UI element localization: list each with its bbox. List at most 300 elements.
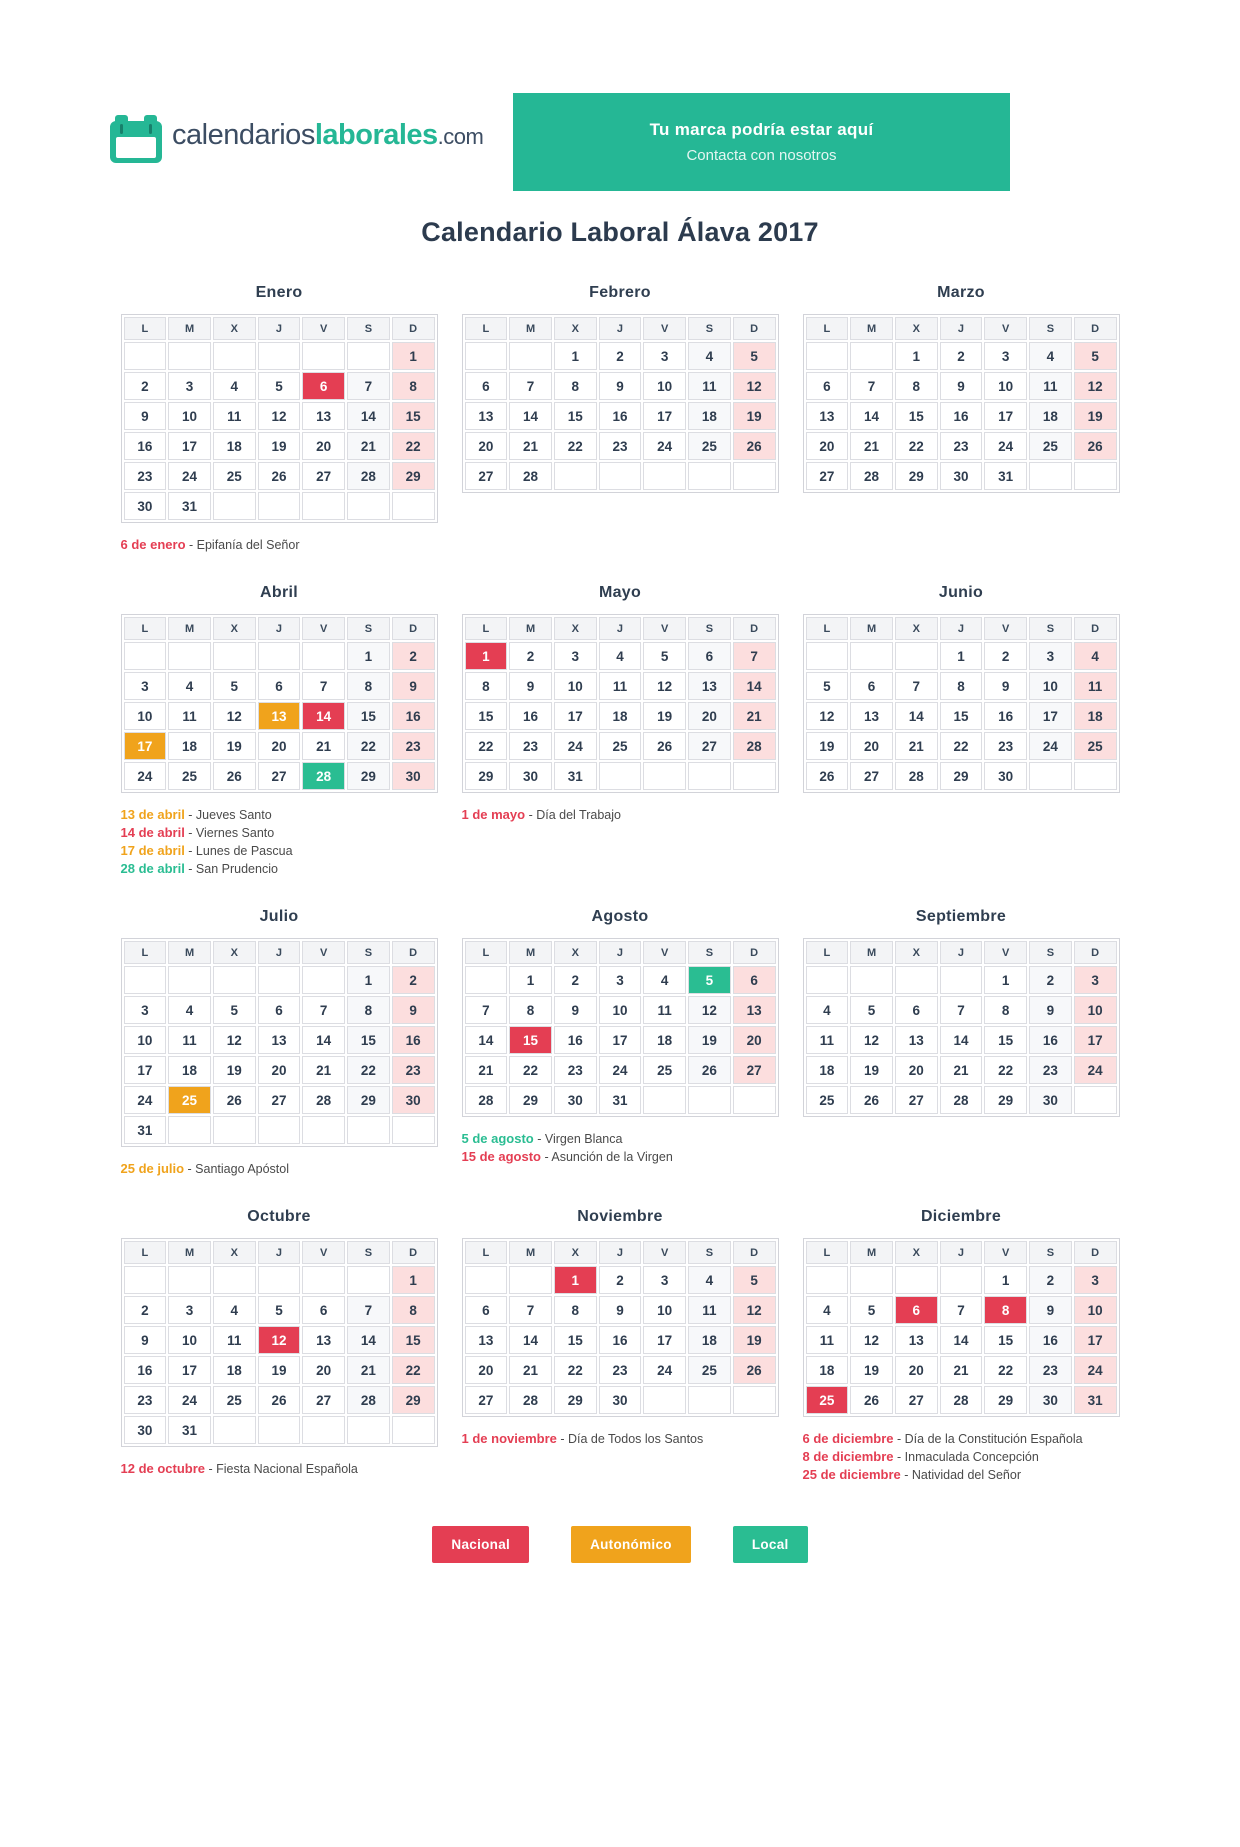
day-cell: 21 [347, 432, 390, 460]
month-title: Febrero [589, 284, 651, 301]
holiday-annotation [462, 1430, 779, 1448]
day-cell: 19 [688, 1026, 731, 1054]
week-row [465, 1326, 776, 1354]
weekday-header-cell: V [302, 941, 345, 964]
week-row [124, 642, 435, 670]
day-cell: 25 [688, 1356, 731, 1384]
day-cell: 2 [1029, 1266, 1072, 1294]
weekday-header-cell: J [599, 317, 642, 340]
week-row [465, 1266, 776, 1294]
day-cell: 20 [465, 432, 508, 460]
day-cell: 4 [213, 372, 256, 400]
weekday-header-cell: V [984, 1241, 1027, 1264]
empty-day-cell [733, 462, 776, 490]
day-cell: 23 [392, 1056, 435, 1084]
month-block [803, 1208, 1120, 1484]
weekday-header-cell: M [168, 1241, 211, 1264]
empty-day-cell [124, 1266, 167, 1294]
legend-button-regional[interactable]: Autonómico [571, 1526, 691, 1563]
empty-day-cell [643, 1086, 686, 1114]
weekday-header-cell: L [806, 941, 849, 964]
month-title: Septiembre [915, 908, 1007, 925]
empty-day-cell [940, 966, 983, 994]
day-cell: 18 [1074, 702, 1117, 730]
day-cell: 7 [302, 996, 345, 1024]
day-cell: 28 [895, 762, 938, 790]
week-row [465, 402, 776, 430]
day-cell: 29 [347, 762, 390, 790]
day-cell: 5 [213, 672, 256, 700]
month-title: Octubre [247, 1208, 311, 1225]
day-cell: 22 [392, 432, 435, 460]
day-cell: 5 [643, 642, 686, 670]
weekday-header-cell: J [258, 617, 301, 640]
empty-day-cell [213, 492, 256, 520]
day-cell: 21 [940, 1356, 983, 1384]
week-row [465, 1086, 776, 1114]
day-cell: 6 [895, 1296, 938, 1324]
week-row [124, 762, 435, 790]
day-cell: 10 [1074, 996, 1117, 1024]
empty-day-cell [599, 462, 642, 490]
week-row [124, 492, 435, 520]
day-cell: 27 [465, 462, 508, 490]
weekday-header-cell: V [302, 617, 345, 640]
day-cell: 23 [599, 432, 642, 460]
day-cell: 4 [1029, 342, 1072, 370]
holiday-name-label: - Santiago Apóstol [184, 1162, 290, 1176]
weekday-header-cell: V [643, 941, 686, 964]
day-cell: 27 [465, 1386, 508, 1414]
day-cell: 11 [599, 672, 642, 700]
day-cell: 25 [213, 1386, 256, 1414]
empty-day-cell [213, 1416, 256, 1444]
day-cell: 15 [392, 1326, 435, 1354]
day-cell: 5 [1074, 342, 1117, 370]
day-cell: 23 [599, 1356, 642, 1384]
day-cell: 7 [347, 372, 390, 400]
holiday-date-label: 28 de abril [120, 861, 185, 876]
week-row [465, 732, 776, 760]
weekday-header-cell: D [392, 617, 435, 640]
day-cell: 25 [168, 1086, 211, 1114]
day-cell: 7 [940, 1296, 983, 1324]
weekday-header-cell: J [599, 1241, 642, 1264]
day-cell: 13 [258, 1026, 301, 1054]
day-cell: 24 [554, 732, 597, 760]
day-cell: 25 [1029, 432, 1072, 460]
weekday-header-cell: D [1074, 617, 1117, 640]
week-row [465, 672, 776, 700]
day-cell: 29 [940, 762, 983, 790]
day-cell: 29 [895, 462, 938, 490]
empty-day-cell [347, 1416, 390, 1444]
month-title: Noviembre [577, 1208, 663, 1225]
ad-banner-headline: Tu marca podría estar aquí [649, 120, 874, 139]
empty-day-cell [213, 1116, 256, 1144]
weekday-header-cell: V [984, 941, 1027, 964]
day-cell: 2 [554, 966, 597, 994]
day-cell: 6 [465, 372, 508, 400]
day-cell: 16 [509, 702, 552, 730]
day-cell: 13 [302, 402, 345, 430]
empty-day-cell [302, 642, 345, 670]
day-cell: 31 [168, 1416, 211, 1444]
day-cell: 1 [509, 966, 552, 994]
day-cell: 8 [465, 672, 508, 700]
day-cell: 21 [302, 1056, 345, 1084]
day-cell: 16 [1029, 1026, 1072, 1054]
day-cell: 26 [733, 1356, 776, 1384]
week-row [465, 762, 776, 790]
week-row [806, 1356, 1117, 1384]
day-cell: 24 [1029, 732, 1072, 760]
day-cell: 14 [302, 1026, 345, 1054]
empty-day-cell [850, 342, 893, 370]
empty-day-cell [302, 342, 345, 370]
empty-day-cell [806, 1266, 849, 1294]
day-cell: 26 [213, 1086, 256, 1114]
day-cell: 1 [895, 342, 938, 370]
day-cell: 8 [392, 1296, 435, 1324]
weekday-header-cell: L [806, 1241, 849, 1264]
day-cell: 11 [806, 1026, 849, 1054]
day-cell: 18 [168, 732, 211, 760]
day-cell: 7 [940, 996, 983, 1024]
day-cell: 17 [599, 1026, 642, 1054]
week-row [806, 996, 1117, 1024]
weekday-header-cell: D [1074, 1241, 1117, 1264]
day-cell: 8 [940, 672, 983, 700]
day-cell: 22 [554, 432, 597, 460]
site-logo[interactable] [110, 107, 483, 163]
month-table [121, 938, 438, 1147]
day-cell: 8 [895, 372, 938, 400]
weekday-header-cell: L [465, 317, 508, 340]
week-row [465, 1296, 776, 1324]
holiday-name-label: - Lunes de Pascua [184, 844, 293, 858]
week-row [124, 1056, 435, 1084]
day-cell: 5 [213, 996, 256, 1024]
day-cell: 15 [895, 402, 938, 430]
day-cell: 28 [733, 732, 776, 760]
weekday-header-cell: X [554, 1241, 597, 1264]
day-cell: 15 [347, 1026, 390, 1054]
empty-day-cell [213, 342, 256, 370]
ad-banner-contact-link[interactable]: Contacta con nosotros [686, 147, 837, 164]
day-cell: 28 [509, 462, 552, 490]
day-cell: 6 [733, 966, 776, 994]
day-cell: 16 [984, 702, 1027, 730]
weekday-header-cell: X [895, 1241, 938, 1264]
site-logo-text: calendarioslaborales.com [172, 118, 484, 151]
day-cell: 9 [599, 372, 642, 400]
empty-day-cell [124, 642, 167, 670]
empty-day-cell [213, 966, 256, 994]
legend-button-national[interactable]: Nacional [432, 1526, 529, 1563]
empty-day-cell [465, 1266, 508, 1294]
ad-banner[interactable] [513, 93, 1010, 191]
month-block [462, 284, 779, 554]
day-cell: 6 [850, 672, 893, 700]
day-cell: 29 [509, 1086, 552, 1114]
week-row [806, 672, 1117, 700]
day-cell: 12 [1074, 372, 1117, 400]
weekday-header-cell: S [688, 941, 731, 964]
weekday-header-cell: L [124, 1241, 167, 1264]
holiday-annotation [121, 860, 438, 878]
day-cell: 14 [733, 672, 776, 700]
day-cell: 15 [984, 1026, 1027, 1054]
week-row [124, 402, 435, 430]
day-cell: 9 [984, 672, 1027, 700]
empty-day-cell [1074, 1086, 1117, 1114]
weekday-header-cell: V [984, 317, 1027, 340]
week-row [806, 1056, 1117, 1084]
empty-day-cell [302, 1116, 345, 1144]
weekday-header-cell: S [1029, 941, 1072, 964]
day-cell: 5 [688, 966, 731, 994]
day-cell: 29 [984, 1086, 1027, 1114]
day-cell: 14 [347, 402, 390, 430]
empty-day-cell [168, 342, 211, 370]
day-cell: 5 [258, 372, 301, 400]
day-cell: 3 [1074, 1266, 1117, 1294]
week-row [124, 1356, 435, 1384]
day-cell: 18 [213, 432, 256, 460]
day-cell: 14 [940, 1326, 983, 1354]
month-block [121, 908, 438, 1178]
weekday-header-cell: D [392, 941, 435, 964]
holiday-name-label: - Asunción de la Virgen [540, 1150, 673, 1164]
day-cell: 28 [347, 1386, 390, 1414]
empty-day-cell [347, 1266, 390, 1294]
month-table [803, 614, 1120, 793]
holiday-annotation [462, 1130, 779, 1148]
day-cell: 9 [599, 1296, 642, 1324]
day-cell: 9 [1029, 996, 1072, 1024]
empty-day-cell [124, 342, 167, 370]
month-table [462, 1238, 779, 1417]
day-cell: 25 [1074, 732, 1117, 760]
month-table [121, 1238, 438, 1447]
day-cell: 20 [688, 702, 731, 730]
empty-day-cell [302, 1416, 345, 1444]
day-cell: 10 [554, 672, 597, 700]
day-cell: 19 [643, 702, 686, 730]
day-cell: 2 [509, 642, 552, 670]
day-cell: 27 [850, 762, 893, 790]
day-cell: 13 [850, 702, 893, 730]
weekday-header-cell: X [213, 1241, 256, 1264]
holiday-name-label: - Viernes Santo [184, 826, 275, 840]
day-cell: 8 [554, 372, 597, 400]
empty-day-cell [347, 492, 390, 520]
day-cell: 19 [850, 1356, 893, 1384]
empty-day-cell [392, 1116, 435, 1144]
empty-day-cell [258, 642, 301, 670]
weekday-header-cell: M [850, 941, 893, 964]
month-block [121, 584, 438, 878]
day-cell: 3 [124, 672, 167, 700]
day-cell: 6 [688, 642, 731, 670]
day-cell: 31 [599, 1086, 642, 1114]
week-row [806, 402, 1117, 430]
day-cell: 20 [302, 1356, 345, 1384]
week-row [806, 702, 1117, 730]
day-cell: 8 [984, 1296, 1027, 1324]
weekday-header-cell: D [733, 1241, 776, 1264]
weekday-header-cell: X [895, 941, 938, 964]
day-cell: 3 [168, 372, 211, 400]
weekday-header-cell: L [465, 617, 508, 640]
day-cell: 1 [984, 966, 1027, 994]
month-annotations [121, 806, 438, 878]
day-cell: 30 [599, 1386, 642, 1414]
empty-day-cell [733, 762, 776, 790]
weekday-header-cell: X [213, 617, 256, 640]
weekday-header-cell: J [258, 1241, 301, 1264]
day-cell: 17 [643, 1326, 686, 1354]
day-cell: 12 [258, 402, 301, 430]
day-cell: 12 [733, 372, 776, 400]
day-cell: 21 [895, 732, 938, 760]
empty-day-cell [688, 762, 731, 790]
weekday-header-cell: S [688, 1241, 731, 1264]
day-cell: 4 [806, 996, 849, 1024]
month-block [803, 284, 1120, 554]
month-annotations [803, 1430, 1120, 1484]
day-cell: 18 [806, 1356, 849, 1384]
day-cell: 10 [984, 372, 1027, 400]
weekday-header-cell: X [554, 317, 597, 340]
weekday-header-cell: M [850, 1241, 893, 1264]
day-cell: 12 [850, 1026, 893, 1054]
day-cell: 9 [554, 996, 597, 1024]
day-cell: 5 [733, 1266, 776, 1294]
week-row [124, 1416, 435, 1444]
day-cell: 14 [895, 702, 938, 730]
day-cell: 8 [984, 996, 1027, 1024]
week-row [124, 1266, 435, 1294]
day-cell: 16 [940, 402, 983, 430]
week-row [124, 966, 435, 994]
day-cell: 27 [895, 1086, 938, 1114]
day-cell: 13 [733, 996, 776, 1024]
empty-day-cell [392, 492, 435, 520]
day-cell: 23 [554, 1056, 597, 1084]
month-block [803, 908, 1120, 1178]
day-cell: 11 [688, 1296, 731, 1324]
day-cell: 10 [1029, 672, 1072, 700]
day-cell: 17 [1029, 702, 1072, 730]
day-cell: 5 [850, 996, 893, 1024]
week-row [465, 966, 776, 994]
day-cell: 20 [258, 1056, 301, 1084]
day-cell: 20 [806, 432, 849, 460]
week-row [124, 1386, 435, 1414]
page-title: Calendario Laboral Álava 2017 [421, 217, 819, 247]
week-row [806, 1026, 1117, 1054]
day-cell: 30 [1029, 1386, 1072, 1414]
day-cell: 15 [554, 402, 597, 430]
holiday-name-label: - Día de la Constitución Española [893, 1432, 1083, 1446]
weekday-header-cell: S [347, 941, 390, 964]
holiday-date-label: 6 de enero [120, 537, 186, 552]
day-cell: 14 [940, 1026, 983, 1054]
day-cell: 1 [940, 642, 983, 670]
empty-day-cell [1074, 462, 1117, 490]
day-cell: 28 [940, 1386, 983, 1414]
day-cell: 25 [168, 762, 211, 790]
day-cell: 27 [688, 732, 731, 760]
day-cell: 14 [509, 1326, 552, 1354]
weekday-header-cell: M [509, 617, 552, 640]
week-row [124, 702, 435, 730]
month-title: Julio [259, 908, 299, 925]
week-row [465, 642, 776, 670]
day-cell: 1 [347, 642, 390, 670]
week-row [806, 1386, 1117, 1414]
day-cell: 3 [643, 1266, 686, 1294]
empty-day-cell [124, 966, 167, 994]
weekday-header-cell: D [733, 617, 776, 640]
month-annotations [462, 806, 779, 824]
day-cell: 30 [940, 462, 983, 490]
day-cell: 9 [124, 1326, 167, 1354]
empty-day-cell [168, 1116, 211, 1144]
legend-button-local[interactable]: Local [733, 1526, 808, 1563]
day-cell: 9 [1029, 1296, 1072, 1324]
holiday-name-label: - Fiesta Nacional Española [205, 1462, 358, 1476]
day-cell: 18 [643, 1026, 686, 1054]
day-cell: 6 [302, 1296, 345, 1324]
month-title: Abril [260, 584, 298, 601]
day-cell: 26 [1074, 432, 1117, 460]
day-cell: 6 [258, 996, 301, 1024]
holiday-annotation [462, 1148, 779, 1166]
empty-day-cell [258, 966, 301, 994]
day-cell: 25 [213, 462, 256, 490]
day-cell: 12 [258, 1326, 301, 1354]
day-cell: 11 [168, 702, 211, 730]
day-cell: 18 [688, 1326, 731, 1354]
holiday-annotation [121, 842, 438, 860]
empty-day-cell [554, 462, 597, 490]
day-cell: 6 [465, 1296, 508, 1324]
day-cell: 29 [984, 1386, 1027, 1414]
holiday-date-label: 6 de diciembre [802, 1431, 894, 1446]
weekday-header-cell: J [940, 317, 983, 340]
day-cell: 28 [850, 462, 893, 490]
weekday-header-cell: M [168, 941, 211, 964]
day-cell: 10 [124, 1026, 167, 1054]
weekday-header-cell: X [213, 941, 256, 964]
weekday-header-cell: L [124, 617, 167, 640]
holiday-date-label: 25 de julio [120, 1161, 185, 1176]
weekday-header-cell: M [850, 317, 893, 340]
day-cell: 21 [940, 1056, 983, 1084]
day-cell: 4 [599, 642, 642, 670]
month-block [121, 1208, 438, 1484]
empty-day-cell [347, 1116, 390, 1144]
day-cell: 23 [1029, 1356, 1072, 1384]
day-cell: 28 [302, 1086, 345, 1114]
weekday-header-cell: M [168, 317, 211, 340]
day-cell: 14 [302, 702, 345, 730]
day-cell: 9 [940, 372, 983, 400]
day-cell: 6 [302, 372, 345, 400]
